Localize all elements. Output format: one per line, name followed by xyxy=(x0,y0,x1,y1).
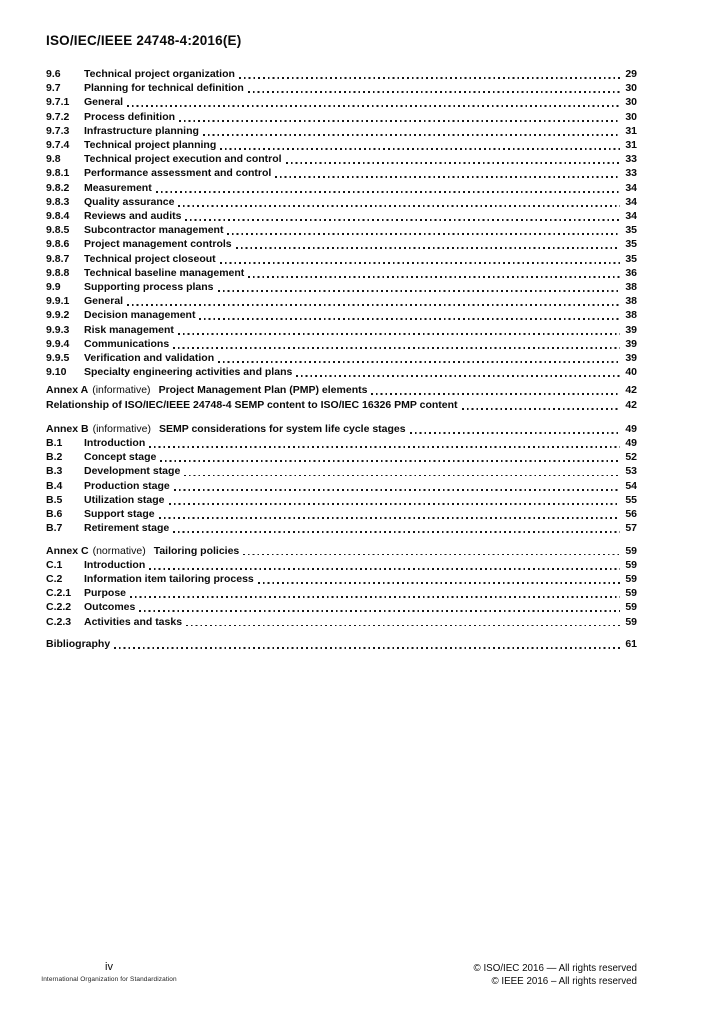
toc-row xyxy=(46,544,637,558)
toc-entry-page: 29 xyxy=(625,68,637,80)
toc-entry-number: 9.7.1 xyxy=(46,96,70,109)
dot-leader xyxy=(169,503,620,505)
toc-row xyxy=(46,572,637,586)
toc-entry-page: 34 xyxy=(625,210,637,223)
toc-row xyxy=(46,166,637,180)
toc-row xyxy=(46,323,637,337)
toc-entry-number: 9.9.3 xyxy=(46,323,70,336)
toc-entry-number: B.3 xyxy=(46,465,63,478)
toc-row xyxy=(46,294,637,308)
toc-row xyxy=(46,223,637,237)
toc-entry-title: Technical project execution and control xyxy=(84,153,282,166)
toc-row xyxy=(46,67,637,81)
toc-section xyxy=(46,67,637,379)
toc-entry-title: Performance assessment and control xyxy=(84,167,272,180)
toc-entry-number: 9.8.3 xyxy=(46,195,70,208)
toc-entry-title: Quality assurance xyxy=(84,195,175,208)
dot-leader xyxy=(248,91,620,93)
toc-entry-page: 59 xyxy=(625,572,637,585)
toc-entry-number: 9.8.8 xyxy=(46,266,70,279)
toc-entry-number: B.4 xyxy=(46,479,63,492)
toc-entry-number: B.6 xyxy=(46,508,63,521)
toc-entry-number: C.2.1 xyxy=(46,587,72,600)
toc-row xyxy=(46,308,637,322)
toc-entry-title: Verification and validation xyxy=(84,352,215,365)
toc-row xyxy=(46,195,637,209)
toc-entry-page: 52 xyxy=(625,451,637,464)
toc-entry-number: 9.9.4 xyxy=(46,337,70,350)
toc-entry-title: Reviews and audits xyxy=(84,210,182,223)
toc-entry-title: SEMP considerations for system life cycle stages xyxy=(158,422,406,435)
toc-entry-page: 35 xyxy=(625,252,637,265)
dot-leader xyxy=(203,134,620,136)
toc-entry-page: 30 xyxy=(625,82,637,95)
toc-entry-title: Technical project organization xyxy=(84,68,235,80)
toc-entry-page: 59 xyxy=(625,587,637,600)
toc-entry-page: 33 xyxy=(625,167,637,180)
toc-row xyxy=(46,209,637,223)
toc-entry-page: 35 xyxy=(625,224,637,237)
toc-entry-page: 54 xyxy=(625,479,637,492)
toc-row xyxy=(46,464,637,478)
dot-leader xyxy=(139,610,620,612)
toc-entry-title: Production stage xyxy=(84,479,170,492)
toc-row xyxy=(46,450,637,464)
toc-row xyxy=(46,351,637,365)
dot-leader xyxy=(185,219,620,221)
toc-entry-title: Project Management Plan (PMP) elements xyxy=(158,384,368,397)
toc-row xyxy=(46,110,637,124)
toc-entry-page: 56 xyxy=(625,508,637,521)
toc-entry-title: Relationship of ISO/IEC/IEEE 24748-4 SEMP content to ISO/IEC 16326 PMP content xyxy=(46,398,458,411)
dot-leader xyxy=(186,625,620,627)
dot-leader xyxy=(258,582,620,584)
toc-entry-number: 9.6 xyxy=(46,68,61,80)
toc-entry-number: 9.8.1 xyxy=(46,167,70,180)
toc-entry-number: 9.8.2 xyxy=(46,181,70,194)
toc-entry-title: Outcomes xyxy=(84,601,136,614)
toc-entry-page: 61 xyxy=(625,637,637,650)
toc-entry-page: 53 xyxy=(625,465,637,478)
dot-leader xyxy=(239,77,620,79)
toc-row xyxy=(46,600,637,614)
dot-leader xyxy=(127,105,620,107)
footer-copyright xyxy=(474,962,638,988)
dot-leader xyxy=(410,432,620,434)
toc-entry-page: 59 xyxy=(625,615,637,628)
toc-entry-title: Retirement stage xyxy=(84,522,170,535)
toc-entry-number: C.2 xyxy=(46,572,63,585)
toc-entry-page: 59 xyxy=(625,601,637,614)
dot-leader xyxy=(159,517,620,519)
toc-row xyxy=(46,507,637,521)
toc-entry-page: 39 xyxy=(625,323,637,336)
toc-entry-page: 34 xyxy=(625,181,637,194)
toc-entry-title: Communications xyxy=(84,337,170,350)
copyright-line-ieee: © IEEE 2016 – All rights reserved xyxy=(491,976,637,987)
toc-entry-number: B.5 xyxy=(46,493,63,506)
toc-row xyxy=(46,81,637,95)
table-of-contents xyxy=(46,67,637,651)
dot-leader xyxy=(275,176,620,178)
toc-entry-title: Project management controls xyxy=(84,238,232,251)
dot-leader xyxy=(218,290,620,292)
toc-row xyxy=(46,124,637,138)
toc-entry-title: Infrastructure planning xyxy=(84,124,199,137)
toc-row xyxy=(46,365,637,379)
dot-leader xyxy=(156,191,620,193)
toc-entry-number: B.2 xyxy=(46,451,63,464)
dot-leader xyxy=(248,276,620,278)
toc-entry-page: 49 xyxy=(625,422,637,435)
toc-entry-number: 9.8.6 xyxy=(46,238,70,251)
dot-leader xyxy=(174,489,620,491)
footer-organization-label: International Organization for Standardization xyxy=(41,976,177,983)
toc-entry-number: 9.7 xyxy=(46,82,61,95)
dot-leader xyxy=(220,262,620,264)
dot-leader xyxy=(127,304,620,306)
toc-entry-page: 36 xyxy=(625,266,637,279)
toc-entry-number: 9.7.2 xyxy=(46,110,70,123)
toc-annex-label: Annex A xyxy=(46,384,89,397)
toc-annex-label: Annex C xyxy=(46,544,89,557)
toc-entry-title: Information item tailoring process xyxy=(84,572,254,585)
toc-entry-title: Support stage xyxy=(84,508,155,521)
toc-annex-label: Annex B xyxy=(46,422,89,435)
toc-entry-page: 59 xyxy=(625,558,637,571)
toc-row xyxy=(46,95,637,109)
toc-entry-page: 38 xyxy=(625,295,637,308)
toc-entry-title: Utilization stage xyxy=(84,493,165,506)
toc-annex-note: (normative) xyxy=(92,544,146,557)
toc-row xyxy=(46,637,637,651)
toc-row xyxy=(46,586,637,600)
dot-leader xyxy=(286,162,620,164)
toc-entry-page: 38 xyxy=(625,309,637,322)
copyright-line-iso: © ISO/IEC 2016 — All rights reserved xyxy=(473,963,637,974)
toc-row xyxy=(46,422,637,436)
dot-leader xyxy=(179,120,620,122)
dot-leader xyxy=(199,318,620,320)
toc-entry-page: 39 xyxy=(625,352,637,365)
toc-entry-number: 9.9.1 xyxy=(46,295,70,308)
page-number: iv xyxy=(105,961,113,973)
toc-row xyxy=(46,521,637,535)
toc-row xyxy=(46,266,637,280)
toc-entry-title: Specialty engineering activities and plans xyxy=(84,366,293,379)
dot-leader xyxy=(296,375,620,377)
document-id: ISO/IEC/IEEE 24748-4:2016(E) xyxy=(46,33,242,48)
toc-section xyxy=(46,383,637,411)
toc-entry-title: Concept stage xyxy=(84,451,157,464)
toc-entry-title: Decision management xyxy=(84,309,196,322)
toc-entry-page: 33 xyxy=(625,153,637,166)
toc-entry-page: 30 xyxy=(625,96,637,109)
toc-entry-page: 30 xyxy=(625,110,637,123)
toc-row xyxy=(46,493,637,507)
toc-entry-title: General xyxy=(84,295,124,308)
toc-entry-page: 31 xyxy=(625,139,637,152)
toc-entry-page: 31 xyxy=(625,124,637,137)
toc-entry-title: Supporting process plans xyxy=(84,281,214,294)
footer-left xyxy=(20,961,198,984)
toc-section xyxy=(46,544,637,629)
toc-entry-number: 9.9.5 xyxy=(46,352,70,365)
toc-entry-title: Technical baseline management xyxy=(84,266,245,279)
toc-entry-number: 9.8.4 xyxy=(46,210,70,223)
dot-leader xyxy=(178,333,620,335)
toc-entry-title: Risk management xyxy=(84,323,174,336)
toc-row xyxy=(46,280,637,294)
toc-row xyxy=(46,252,637,266)
toc-entry-title: Introduction xyxy=(84,558,146,571)
toc-entry-title: Purpose xyxy=(84,587,127,600)
dot-leader xyxy=(220,148,620,150)
toc-entry-number: C.1 xyxy=(46,558,63,571)
toc-entry-page: 49 xyxy=(625,437,637,450)
toc-entry-number: 9.9.2 xyxy=(46,309,70,322)
dot-leader xyxy=(227,233,620,235)
dot-leader xyxy=(236,247,620,249)
toc-entry-page: 35 xyxy=(625,238,637,251)
toc-entry-number: 9.8.5 xyxy=(46,224,70,237)
toc-row xyxy=(46,558,637,572)
toc-row xyxy=(46,237,637,251)
toc-entry-title: Bibliography xyxy=(46,637,111,650)
toc-annex-note: (informative) xyxy=(92,422,151,435)
dot-leader xyxy=(178,205,620,207)
toc-row xyxy=(46,398,637,412)
toc-annex-note: (informative) xyxy=(92,384,151,397)
toc-entry-title: Tailoring policies xyxy=(153,544,240,557)
toc-entry-number: 9.7.4 xyxy=(46,139,70,152)
toc-entry-number: C.2.3 xyxy=(46,615,72,628)
toc-entry-page: 57 xyxy=(625,522,637,535)
dot-leader xyxy=(184,475,620,477)
toc-entry-page: 59 xyxy=(625,544,637,557)
toc-row xyxy=(46,479,637,493)
dot-leader xyxy=(218,361,620,363)
toc-entry-title: General xyxy=(84,96,124,109)
toc-section xyxy=(46,637,637,651)
toc-row xyxy=(46,152,637,166)
toc-entry-title: Activities and tasks xyxy=(84,615,183,628)
toc-entry-page: 40 xyxy=(625,366,637,379)
toc-entry-number: B.7 xyxy=(46,522,63,535)
toc-entry-title: Planning for technical definition xyxy=(84,82,244,95)
toc-entry-number: C.2.2 xyxy=(46,601,72,614)
toc-row xyxy=(46,615,637,629)
toc-entry-title: Measurement xyxy=(84,181,152,194)
toc-entry-page: 34 xyxy=(625,195,637,208)
toc-entry-page: 42 xyxy=(625,384,637,397)
dot-leader xyxy=(173,531,620,533)
toc-entry-page: 55 xyxy=(625,493,637,506)
toc-row xyxy=(46,383,637,397)
toc-entry-number: 9.7.3 xyxy=(46,124,70,137)
dot-leader xyxy=(243,554,620,556)
dot-leader xyxy=(173,347,620,349)
toc-entry-number: 9.8.7 xyxy=(46,252,70,265)
dot-leader xyxy=(130,596,620,598)
toc-entry-title: Introduction xyxy=(84,437,146,450)
toc-entry-title: Technical project closeout xyxy=(84,252,216,265)
toc-entry-title: Subcontractor management xyxy=(84,224,224,237)
toc-row xyxy=(46,138,637,152)
toc-row xyxy=(46,181,637,195)
dot-leader xyxy=(149,446,620,448)
toc-section xyxy=(46,422,637,536)
dot-leader xyxy=(371,393,620,395)
toc-entry-number: B.1 xyxy=(46,437,63,450)
dot-leader xyxy=(149,568,620,570)
toc-entry-number: 9.9 xyxy=(46,281,61,294)
dot-leader xyxy=(160,460,620,462)
toc-entry-title: Process definition xyxy=(84,110,176,123)
toc-entry-title: Technical project planning xyxy=(84,139,217,152)
toc-entry-page: 39 xyxy=(625,337,637,350)
toc-row xyxy=(46,436,637,450)
toc-row xyxy=(46,337,637,351)
dot-leader xyxy=(462,408,620,410)
toc-entry-page: 42 xyxy=(625,398,637,411)
dot-leader xyxy=(114,647,620,649)
toc-entry-title: Development stage xyxy=(84,465,181,478)
toc-entry-number: 9.10 xyxy=(46,366,67,379)
toc-entry-number: 9.8 xyxy=(46,153,61,166)
toc-entry-page: 38 xyxy=(625,281,637,294)
